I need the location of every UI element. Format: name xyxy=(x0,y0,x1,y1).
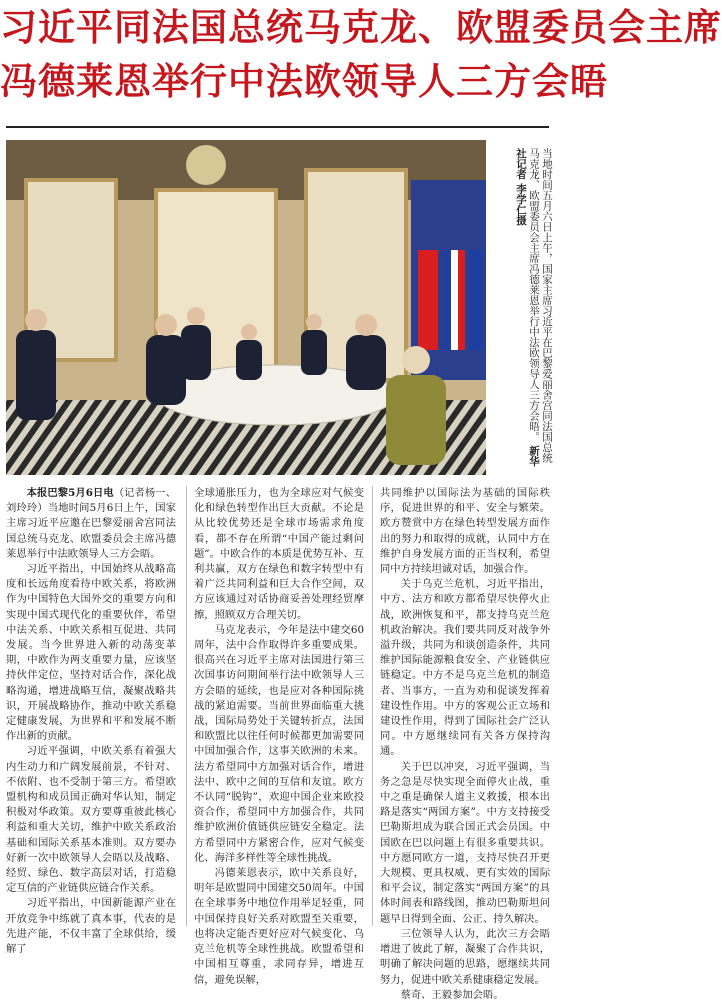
article-paragraph: 共同维护以国际法为基础的国际秩序，促进世界的和平、安全与繁荣。欧方赞赏中方在绿色转型发展方面作出的努力和取得的成就，认同中方在维护自身发展方面的正当权利，希望同中方持续坦诚对话，加强合作。 xyxy=(380,487,550,576)
article-column-1 xyxy=(6,486,176,956)
article-paragraph: 习近平强调，中欧关系有着强大内生动力和广阔发展前景，不针对、不依附、也不受制于第三方。希望欧盟机构和成员国正确对华认知，制定积极对华政策。双方要尊重彼此核心利益和重大关切，维护中欧关系政治基础和国际关系基本准则。双方要办好新一次中欧领导人会晤以及战略、经贸、绿色、数字高层对话，打造稳定互信的产业链供应链合作关系。 xyxy=(6,745,176,895)
article-column-3 xyxy=(380,486,550,1001)
photo-caption xyxy=(495,148,553,473)
column-divider xyxy=(186,486,187,926)
photo-caption-text: 当地时间五月六日上午，国家主席习近平在巴黎爱丽舍宫同法国总统马克龙、欧盟委员会主席冯德莱恩举行中法欧领导人三方会晤。 xyxy=(528,148,553,463)
article-paragraph: 关于乌克兰危机，习近平指出，中方、法方和欧方都希望尽快停火止战，欧洲恢复和平，都支持乌克兰危机政治解决。我们要共同反对战争外溢升级，共同为和谈创造条件，共同维护国际能源粮食安全、产业链供应链稳定。中方不是乌克兰危机的制造者、当事方，一直为劝和促谈发挥着建设性作用。中方的客观公正立场和建设性作用，得到了国际社会广泛认同。中方愿继续同有关各方保持沟通。 xyxy=(380,578,550,758)
headline-line-1: 习近平同法国总统马克龙、欧盟委员会主席 xyxy=(0,6,722,49)
article-paragraph: 马克龙表示，今年是法中建交60周年，法中合作取得许多重要成果。很高兴在习近平主席对法国进行第三次国事访问期间举行法中欧领导人三方会晤的延续，也是应对各种国际挑战的紧迫需要。当前世界面临重大挑战，国际局势处于关键转折点，法国和欧盟比以往任何时候都更加需要同中国加强合作，这事关欧洲的未来。法方希望同中方加强对话合作，增进法中、欧中之间的互信和友谊。欧方不认同“脱钩”，欢迎中国企业来欧投资合作，希望同中方加强合作，共同维护欧洲价值链供应链安全稳定。法方希望同中方紧密合作，应对气候变化、海洋多样性等全球性挑战。 xyxy=(194,623,364,864)
meeting-photo-illustration xyxy=(6,140,486,475)
article-paragraph: 蔡奇、王毅参加会晤。 xyxy=(400,988,504,1001)
article-paragraph: 全球通胀压力，也为全球应对气候变化和绿色转型作出巨大贡献。不论是从比较优势还是全球市场需求角度看，都不存在所谓“中国产能过剩问题”。中欧合作的本质是优势互补、互利共赢，双方在绿色和数字转型中有着广泛共同利益和巨大合作空间，双方应该通过对话协商妥善处理经贸摩擦，照顾双方合理关切。 xyxy=(194,487,365,621)
article-paragraph: 习近平指出，中国新能源产业在开放竞争中练就了真本事，代表的是先进产能，不仅丰富了全球供给，缓解了 xyxy=(6,897,176,956)
article-paragraph: 冯德莱恩表示，欧中关系良好，明年是欧盟同中国建交50周年。中国在全球事务中地位作用举足轻重，同中国保持良好关系对欧盟至关重要，也将决定能否更好应对气候变化、乌克兰危机等全球性挑战。欧盟希望和中国相互尊重，求同存异，增进互信，避免误解， xyxy=(194,867,364,986)
article-paragraph: 关于巴以冲突，习近平强调，当务之急是尽快实现全面停火止战，重中之重是确保人道主义救援，根本出路是落实“两国方案”。中方支持接受巴勒斯坦成为联合国正式会员国。中国欧在巴以问题上有很多重要共识。中方愿同欧方一道，支持尽快召开更大规模、更具权威、更有实效的国际和平会议，制定落实“两国方案”的具体时间表和路线图，推动巴勒斯坦问题早日得到全面、公正、持久解决。 xyxy=(380,760,550,925)
article-paragraph: 习近平指出，中国始终从战略高度和长远角度看待中欧关系，将欧洲作为中国特色大国外交的重要方向和实现中国式现代化的重要伙伴，希望中法关系、中欧关系相互促进、共同发展。当今世界进入新的动荡变革期，中欧作为两支重要力量，应该坚持伙伴定位，坚持对话合作，深化战略沟通，增进战略互信，凝聚战略共识，开展战略协作，推动中欧关系稳定健康发展，为世界和平和发展不断作出新的贡献。 xyxy=(6,563,176,743)
dateline: 本报巴黎5月6日电 xyxy=(26,487,114,499)
photo-credit: 新华社记者 李学仁摄 xyxy=(515,148,540,467)
article-paragraph xyxy=(6,486,176,562)
meeting-photo xyxy=(6,140,486,475)
headline-line-2: 冯德莱恩举行中法欧领导人三方会晤 xyxy=(0,60,608,103)
column-divider xyxy=(372,486,373,926)
reporters: （记者杨一、刘玲玲） xyxy=(6,487,176,515)
article-column-2 xyxy=(194,486,365,986)
paragraph-text: 当地时间5月6日上午，国家主席习近平应邀在巴黎爱丽舍宫同法国总统马克龙、欧盟委员会主席冯德莱恩举行中法欧领导人三方会晤。 xyxy=(6,502,176,560)
article-paragraph: 三位领导人认为，此次三方会晤增进了彼此了解，凝聚了合作共识，明确了解决问题的思路，愿继续共同努力，促进中欧关系健康稳定发展。 xyxy=(380,927,550,986)
headline-divider xyxy=(6,126,549,128)
